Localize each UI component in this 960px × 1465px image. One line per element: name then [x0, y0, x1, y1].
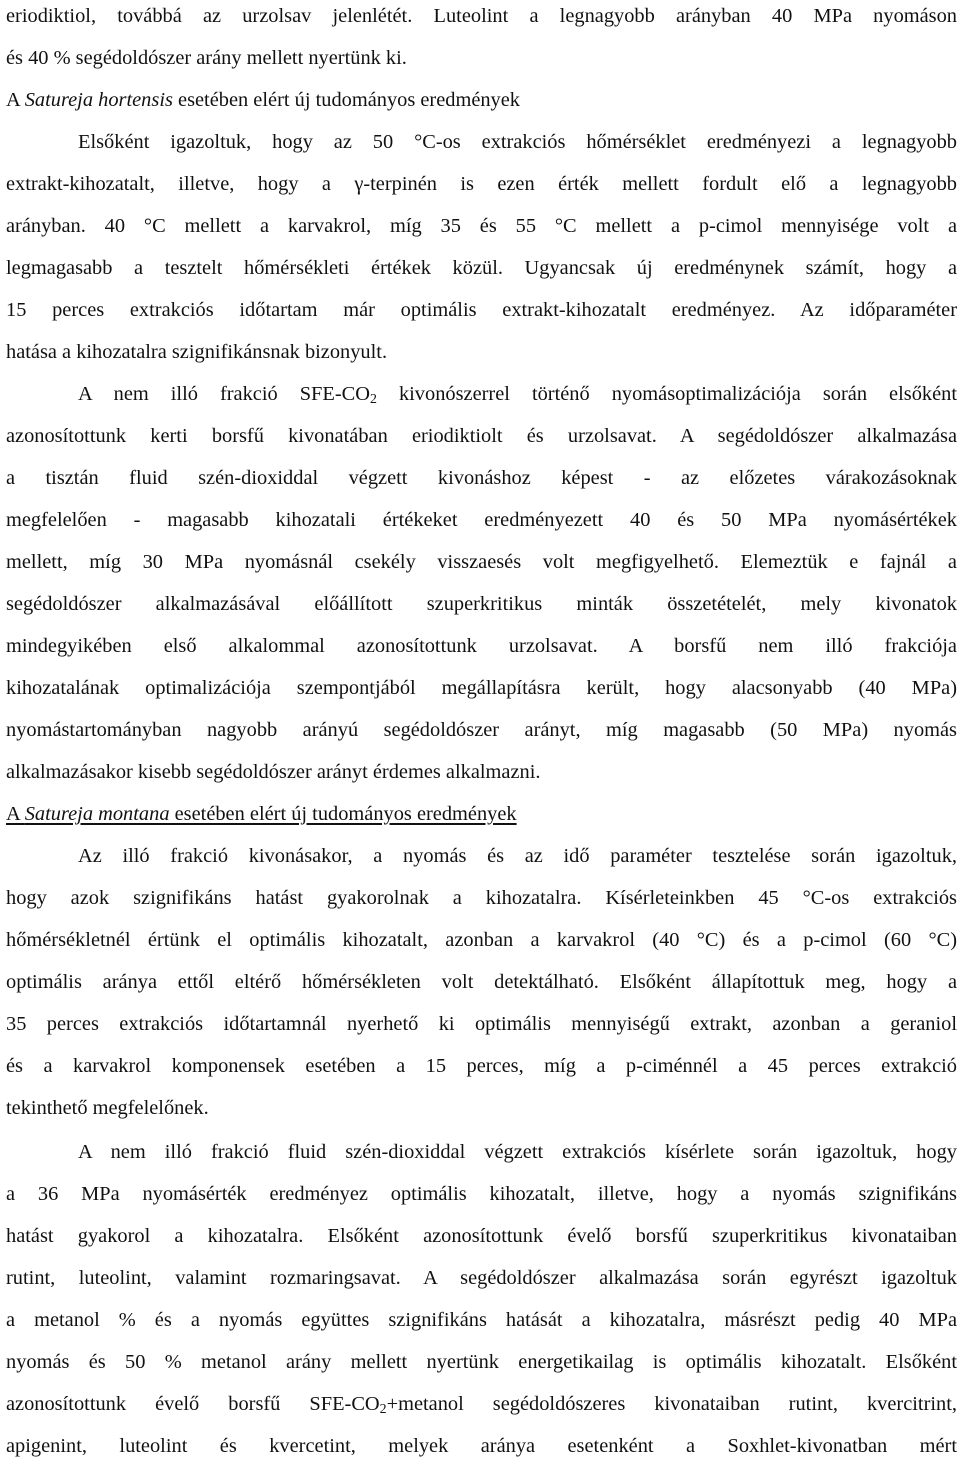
text-line: hogy azok szignifikáns hatást gyakorolnak a kihozatalra. Kísérleteinkben 45 °C-os extrakciós	[6, 887, 957, 909]
text-line: Az illó frakció kivonásakor, a nyomás és az idő paraméter tesztelése során igazoltuk,	[78, 845, 957, 867]
text-line: arányban. 40 °C mellett a karvakrol, míg 35 és 55 °C mellett a p-cimol mennyisége volt a	[6, 215, 957, 237]
text-line: és a karvakrol komponensek esetében a 15 perces, míg a p-ciménnél a 45 perces extrakció	[6, 1055, 957, 1077]
text-line: kihozatalának optimalizációja szempontjából megállapításra került, hogy alacsonyabb (40 MPa)	[6, 677, 957, 699]
text-line: 15 perces extrakciós időtartam már optimális extrakt-kihozatalt eredményez. Az időparaméter	[6, 299, 957, 321]
text-line: rutint, luteolint, valamint rozmaringsavat. A segédoldószer alkalmazása során egyrészt igazoltuk	[6, 1267, 957, 1289]
text-line: a tisztán fluid szén-dioxiddal végzett kivonáshoz képest - az előzetes várakozásoknak	[6, 467, 957, 489]
section-heading-montana: A Satureja montana esetében elért új tudományos eredmények	[6, 803, 517, 825]
text-line: tekinthető megfelelőnek.	[6, 1097, 209, 1119]
text-line: a 36 MPa nyomásérték eredményez optimális kihozatalt, illetve, hogy a nyomás szignifikáns	[6, 1183, 957, 1205]
species-name: Satureja montana	[24, 803, 170, 825]
text-line: a metanol % és a nyomás együttes szignifikáns hatását a kihozatalra, másrészt pedig 40 MPa	[6, 1309, 957, 1331]
text-line: eriodiktiol, továbbá az urzolsav jelenlétét. Luteolint a legnagyobb arányban 40 MPa nyomáson	[6, 5, 957, 27]
text-line: megfelelően - magasabb kihozatali értékeket eredményezett 40 és 50 MPa nyomásértékek	[6, 509, 957, 531]
species-name: Satureja hortensis	[24, 89, 173, 111]
text-line: hőmérsékletnél értünk el optimális kihozatalt, azonban a karvakrol (40 °C) és a p-cimol (60 °C)	[6, 929, 957, 951]
section-heading-hortensis: A Satureja hortensis esetében elért új tudományos eredmények	[6, 89, 521, 111]
text-line: segédoldószer alkalmazásával előállított szuperkritikus minták összetételét, mely kivonatok	[6, 593, 957, 615]
text-line: hatása a kihozatalra szignifikánsnak bizonyult.	[6, 341, 388, 363]
text-line: legmagasabb a tesztelt hőmérsékleti értékek közül. Ugyancsak új eredménynek számít, hogy a	[6, 257, 957, 279]
text-line: azonosítottunk kerti borsfű kivonatában eriodiktiolt és urzolsavat. A segédoldószer alkalmazása	[6, 425, 957, 447]
text-line: extrakt-kihozatalt, illetve, hogy a γ-terpinén is ezen érték mellett fordult elő a legnagyobb	[6, 173, 957, 195]
text-line: mellett, míg 30 MPa nyomásnál csekély visszaesés volt megfigyelhető. Elemeztük e fajnál a	[6, 551, 957, 573]
text-line: nyomás és 50 % metanol arány mellett nyertünk energetikailag is optimális kihozatalt. Elsőként	[6, 1351, 957, 1373]
text-line: A nem illó frakció SFE-$CO_2$ kivonószerrel történő nyomásoptimalizációja során elsőként	[78, 383, 957, 408]
text-line: és 40 % segédoldószer arány mellett nyertünk ki.	[6, 47, 407, 69]
text-line: apigenint, luteolint és kvercetint, melyek aránya esetenként a Soxhlet-kivonatban mért	[6, 1435, 957, 1457]
text-line: alkalmazásakor kisebb segédoldószer arányt érdemes alkalmazni.	[6, 761, 541, 783]
text-line: hatást gyakorol a kihozatalra. Elsőként azonosítottunk évelő borsfű szuperkritikus kivonataiban	[6, 1225, 957, 1247]
subscript: 2	[369, 392, 377, 408]
text-line: optimális aránya ettől eltérő hőmérsékleten volt detektálható. Elsőként állapítottuk meg, hogy a	[6, 971, 957, 993]
text-line: azonosítottunk évelő borsfű SFE-$CO_2+metanol$ segédoldószeres kivonataiban rutint, kvercitrint,	[6, 1393, 957, 1418]
text-line: 35 perces extrakciós időtartamnál nyerhető ki optimális mennyiségű extrakt, azonban a geraniol	[6, 1013, 957, 1035]
text-line: A nem illó frakció fluid szén-dioxiddal végzett extrakciós kísérlete során igazoltuk, hogy	[78, 1141, 957, 1163]
text-line: mindegyikében első alkalommal azonosítottunk urzolsavat. A borsfű nem illó frakciója	[6, 635, 957, 657]
text-line: Elsőként igazoltuk, hogy az 50 °C-os extrakciós hőmérséklet eredményezi a legnagyobb	[78, 131, 957, 153]
subscript: 2	[379, 1402, 387, 1418]
text-line: nyomástartományban nagyobb arányú segédoldószer arányt, míg magasabb (50 MPa) nyomás	[6, 719, 957, 741]
